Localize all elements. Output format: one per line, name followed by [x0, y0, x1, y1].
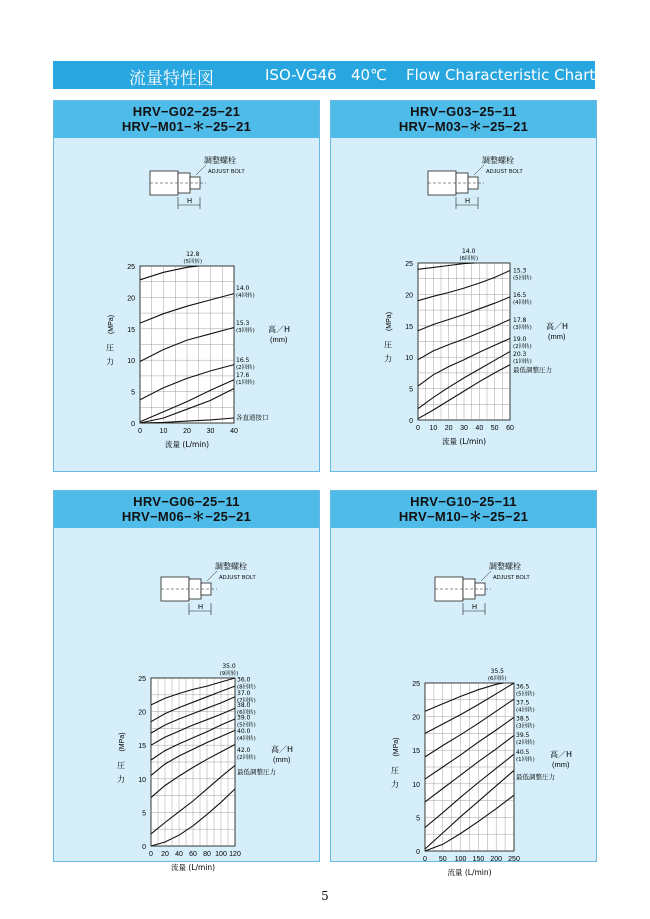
- x-tick-label: 10: [429, 425, 438, 432]
- y-tick-label: 0: [142, 844, 146, 851]
- y-tick-label: 20: [127, 295, 135, 303]
- series-label: (6回转): [487, 676, 507, 682]
- y-tick-label: 25: [405, 261, 413, 268]
- series-label: 15.3: [513, 267, 527, 275]
- series-label: 16.5: [513, 291, 527, 299]
- series-label: 各直通接口: [236, 413, 269, 422]
- chart-panel-g02: [53, 100, 320, 472]
- y-tick-label: 15: [127, 326, 135, 334]
- series-label: (5回转): [183, 259, 203, 265]
- series-label: 37.0: [237, 689, 251, 697]
- chart-panel-g10: [330, 490, 597, 877]
- x-tick-label: 60: [189, 851, 197, 858]
- valve-body: [150, 171, 178, 195]
- x-axis-title: 流量 (L/min): [447, 868, 492, 877]
- y-axis-unit: (MPa): [393, 737, 400, 757]
- x-tick-label: 40: [230, 428, 238, 435]
- h-axis-label: 高／H: [271, 744, 294, 754]
- bolt-label-jp: 調整螺栓: [489, 562, 521, 571]
- chart-svg: [54, 135, 319, 471]
- h-axis-unit: (mm): [552, 759, 570, 769]
- series-label: 17.6: [236, 372, 250, 380]
- series-label: (5回转): [516, 691, 535, 698]
- page-number: 5: [321, 889, 329, 903]
- x-tick-label: 200: [490, 856, 503, 863]
- series-label: (5回转): [513, 275, 532, 282]
- x-tick-label: 100: [454, 856, 467, 863]
- x-tick-label: 120: [229, 851, 241, 858]
- leader-line: [474, 165, 484, 175]
- series-label: 36.5: [516, 683, 530, 691]
- model-line-1: HRV−G02−25−21: [132, 104, 241, 119]
- h-axis-label: 高／H: [546, 321, 569, 331]
- y-tick-label: 25: [138, 676, 146, 683]
- model-line-2: HRV−M10−＊−25−21: [398, 509, 529, 524]
- series-label: (6回转): [459, 256, 479, 262]
- y-tick-label: 10: [405, 355, 413, 363]
- y-tick-label: 0: [409, 418, 413, 425]
- series-label: 35.0: [222, 663, 236, 670]
- series-label: 14.0: [236, 284, 250, 292]
- y-axis-unit: (MPa): [386, 311, 393, 332]
- series-label: (8回转): [237, 684, 256, 691]
- y-tick-label: 10: [127, 358, 135, 366]
- y-tick-label: 5: [131, 389, 135, 397]
- x-tick-label: 10: [159, 428, 168, 435]
- y-tick-label: 20: [138, 709, 146, 717]
- h-axis-label: 高／H: [268, 324, 291, 334]
- x-tick-label: 30: [206, 428, 215, 435]
- x-tick-label: 20: [183, 428, 191, 435]
- y-axis-title: 圧: [117, 761, 125, 770]
- series-label: 39.5: [516, 731, 530, 739]
- h-axis-label: 高／H: [550, 749, 573, 759]
- bolt-label-en: ADJUST BOLT: [493, 575, 530, 581]
- x-tick-label: 30: [460, 425, 468, 432]
- series-label: (3回转): [516, 723, 535, 730]
- series-label: 最低調整圧力: [237, 768, 276, 777]
- h-axis-unit: (mm): [273, 754, 291, 764]
- panel-header: [54, 491, 319, 528]
- series-label: (1回转): [513, 358, 532, 365]
- h-axis-unit: (mm): [548, 331, 566, 341]
- leader-line: [207, 571, 217, 581]
- x-tick-label: 50: [490, 425, 499, 432]
- x-tick-label: 80: [203, 851, 211, 858]
- series-label: 16.5: [236, 357, 250, 365]
- series-label: (2回转): [237, 754, 256, 761]
- x-tick-label: 100: [215, 851, 227, 858]
- h-dimension-label: H: [198, 604, 204, 611]
- x-tick-label: 0: [138, 428, 142, 435]
- valve-body: [435, 577, 463, 601]
- series-label: 15.3: [236, 320, 250, 328]
- series-label: 最低調整圧力: [513, 365, 552, 374]
- x-tick-label: 150: [472, 856, 485, 863]
- bolt-label-en: ADJUST BOLT: [486, 169, 523, 175]
- x-axis-title: 流量 (L/min): [170, 863, 216, 872]
- x-axis-title: 流量 (L/min): [164, 440, 210, 449]
- y-tick-label: 25: [127, 264, 135, 271]
- panel-header: [331, 491, 596, 528]
- x-tick-label: 20: [161, 851, 169, 858]
- bolt-label-en: ADJUST BOLT: [208, 169, 245, 175]
- series-label: 14.0: [462, 248, 476, 255]
- series-label: 40.5: [516, 749, 530, 757]
- x-tick-label: 250: [508, 856, 520, 863]
- y-tick-label: 0: [131, 421, 135, 428]
- y-axis-unit: (MPa): [108, 314, 115, 335]
- y-axis-title: 力: [106, 357, 114, 367]
- y-tick-label: 15: [138, 743, 146, 751]
- series-label: (6回转): [237, 709, 256, 716]
- series-label: (7回转): [237, 697, 256, 704]
- series-label: (3回转): [513, 325, 532, 332]
- y-axis-title: 力: [384, 354, 392, 364]
- x-tick-label: 20: [444, 425, 453, 432]
- valve-nut: [189, 579, 201, 599]
- series-label: 最低調整圧力: [516, 773, 555, 782]
- h-dimension-label: H: [187, 198, 193, 205]
- series-label: (4回转): [513, 299, 532, 306]
- bolt-label-en: ADJUST BOLT: [219, 575, 256, 581]
- y-tick-label: 15: [412, 748, 420, 756]
- y-tick-label: 15: [405, 323, 413, 331]
- model-line-1: HRV−G03−25−11: [410, 104, 517, 119]
- x-tick-label: 60: [506, 425, 514, 432]
- model-line-1: HRV−G06−25−11: [133, 494, 240, 509]
- valve-body: [428, 171, 456, 195]
- bolt-label-jp: 調整螺栓: [215, 562, 247, 571]
- model-line-2: HRV−M01−＊−25−21: [121, 119, 252, 134]
- x-tick-label: 50: [438, 856, 447, 863]
- leader-line: [196, 165, 206, 175]
- title-jp: 流量特性図: [129, 69, 214, 89]
- panel-header: [54, 101, 319, 138]
- series-label: (1回转): [516, 757, 535, 764]
- series-label: 19.0: [513, 335, 527, 343]
- y-tick-label: 5: [142, 810, 146, 818]
- model-line-1: HRV−G10−25−11: [410, 494, 517, 509]
- chart-svg: [54, 525, 319, 872]
- chart-svg: [331, 525, 596, 877]
- series-label: (4回转): [237, 736, 256, 743]
- bolt-label-jp: 調整螺栓: [204, 156, 236, 165]
- series-label: (5回转): [237, 722, 256, 729]
- leader-line: [481, 571, 491, 581]
- series-label: 38.5: [516, 715, 530, 723]
- valve-nut: [456, 173, 468, 193]
- series-label: 20.3: [513, 350, 527, 358]
- series-label: (2回转): [513, 343, 532, 350]
- y-tick-label: 5: [409, 386, 413, 394]
- valve-body: [161, 577, 189, 601]
- series-label: (4回转): [236, 292, 255, 299]
- series-label: (2回转): [236, 365, 255, 372]
- model-line-2: HRV−M06−＊−25−21: [121, 509, 252, 524]
- valve-nut: [463, 579, 475, 599]
- y-tick-label: 10: [412, 781, 420, 789]
- title-banner: [53, 61, 595, 89]
- y-tick-label: 25: [412, 681, 420, 688]
- series-label: 38.0: [237, 701, 251, 709]
- y-axis-title: 圧: [106, 343, 114, 353]
- y-tick-label: 0: [416, 849, 420, 856]
- y-axis-title: 圧: [384, 340, 392, 350]
- x-tick-label: 40: [475, 425, 484, 432]
- series-label: (1回转): [236, 380, 255, 387]
- y-axis-title: 力: [117, 775, 125, 784]
- series-label: 17.8: [513, 317, 527, 325]
- series-label: 39.0: [237, 714, 251, 722]
- y-axis-title: 力: [391, 780, 399, 789]
- h-axis-unit: (mm): [270, 334, 288, 344]
- chart-panel-g06: [53, 490, 320, 872]
- x-axis-title: 流量 (L/min): [441, 437, 487, 446]
- y-axis-unit: (MPa): [119, 732, 126, 752]
- y-tick-label: 5: [416, 815, 420, 823]
- series-label: (9回转): [219, 671, 239, 677]
- y-tick-label: 20: [405, 292, 413, 300]
- chart-svg: [331, 135, 596, 471]
- bolt-label-jp: 調整螺栓: [482, 156, 514, 165]
- valve-nut: [178, 173, 190, 193]
- series-label: (3回转): [236, 328, 255, 335]
- y-axis-title: 圧: [391, 766, 399, 775]
- series-label: 42.0: [237, 746, 251, 754]
- series-label: (4回转): [516, 707, 535, 714]
- series-label: (2回转): [516, 739, 535, 746]
- x-tick-label: 0: [416, 425, 420, 432]
- y-tick-label: 10: [138, 776, 146, 784]
- x-tick-label: 40: [175, 851, 183, 858]
- x-tick-label: 0: [423, 856, 427, 863]
- x-tick-label: 0: [149, 851, 153, 858]
- series-label: 40.0: [237, 728, 251, 736]
- series-label: 35.5: [490, 668, 504, 675]
- series-label: 37.5: [516, 699, 530, 707]
- h-dimension-label: H: [465, 198, 471, 205]
- title-en: ISO-VG46 40℃ Flow Characteristic Chart: [265, 66, 596, 84]
- series-label: 36.0: [237, 676, 251, 684]
- h-dimension-label: H: [472, 604, 478, 611]
- y-tick-label: 20: [412, 714, 420, 722]
- model-line-2: HRV−M03−＊−25−21: [398, 119, 529, 134]
- series-label: 12.8: [186, 251, 200, 258]
- chart-panel-g03: [330, 100, 597, 472]
- panel-header: [331, 101, 596, 138]
